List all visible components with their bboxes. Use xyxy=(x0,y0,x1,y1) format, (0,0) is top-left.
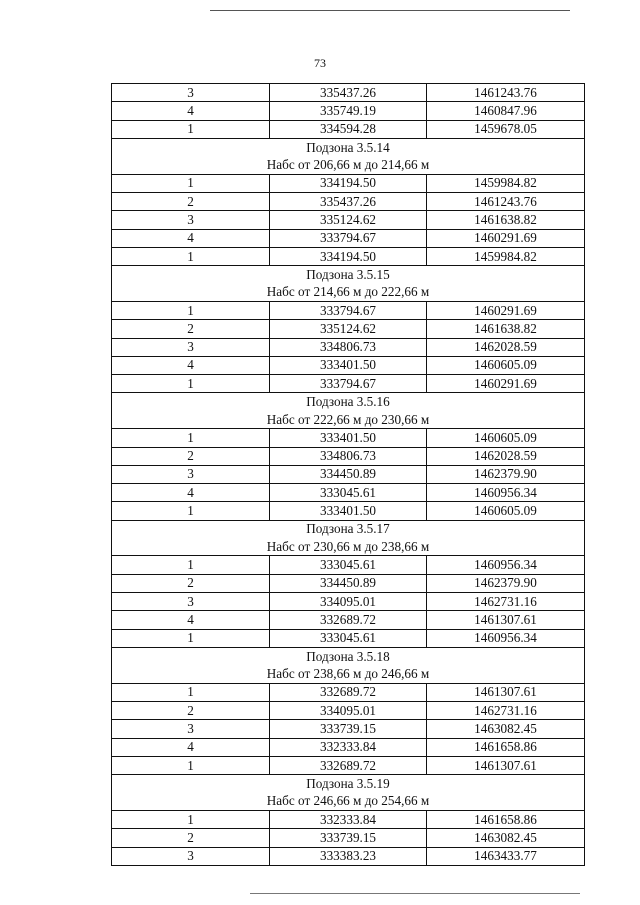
point-number-cell: 3 xyxy=(112,847,270,865)
point-number-cell: 1 xyxy=(112,683,270,701)
y-coordinate-cell: 1460605.09 xyxy=(427,502,585,520)
table-row xyxy=(112,338,585,356)
point-number-cell: 3 xyxy=(112,465,270,483)
subzone-title: Подзона 3.5.18 xyxy=(112,647,585,665)
subzone-height-range: Набс от 206,66 м до 214,66 м xyxy=(112,156,585,174)
x-coordinate-cell: 334450.89 xyxy=(270,574,427,592)
y-coordinate-cell: 1460291.69 xyxy=(427,229,585,247)
y-coordinate-cell: 1461638.82 xyxy=(427,211,585,229)
point-number-cell: 2 xyxy=(112,574,270,592)
point-number-cell: 2 xyxy=(112,447,270,465)
y-coordinate-cell: 1463433.77 xyxy=(427,847,585,865)
x-coordinate-cell: 333794.67 xyxy=(270,375,427,393)
y-coordinate-cell: 1460956.34 xyxy=(427,556,585,574)
point-number-cell: 4 xyxy=(112,356,270,374)
y-coordinate-cell: 1461658.86 xyxy=(427,811,585,829)
point-number-cell: 3 xyxy=(112,84,270,102)
point-number-cell: 4 xyxy=(112,738,270,756)
subzone-height-range-row xyxy=(112,156,585,174)
coordinates-table xyxy=(111,83,585,866)
x-coordinate-cell: 332689.72 xyxy=(270,756,427,774)
y-coordinate-cell: 1463082.45 xyxy=(427,720,585,738)
y-coordinate-cell: 1460291.69 xyxy=(427,301,585,319)
point-number-cell: 4 xyxy=(112,102,270,120)
x-coordinate-cell: 334450.89 xyxy=(270,465,427,483)
x-coordinate-cell: 334194.50 xyxy=(270,174,427,192)
subzone-height-range-row xyxy=(112,284,585,302)
table-row xyxy=(112,847,585,865)
table-row xyxy=(112,120,585,138)
table-row xyxy=(112,229,585,247)
subzone-height-range: Набс от 246,66 м до 254,66 м xyxy=(112,793,585,811)
y-coordinate-cell: 1461243.76 xyxy=(427,192,585,210)
table-row xyxy=(112,84,585,102)
table-row xyxy=(112,102,585,120)
table-row xyxy=(112,301,585,319)
y-coordinate-cell: 1461243.76 xyxy=(427,84,585,102)
point-number-cell: 1 xyxy=(112,174,270,192)
x-coordinate-cell: 335437.26 xyxy=(270,192,427,210)
y-coordinate-cell: 1462731.16 xyxy=(427,702,585,720)
table-row xyxy=(112,756,585,774)
x-coordinate-cell: 333739.15 xyxy=(270,720,427,738)
point-number-cell: 4 xyxy=(112,611,270,629)
subzone-title-row xyxy=(112,138,585,156)
table-row xyxy=(112,211,585,229)
subzone-title: Подзона 3.5.19 xyxy=(112,775,585,793)
x-coordinate-cell: 333045.61 xyxy=(270,484,427,502)
point-number-cell: 1 xyxy=(112,756,270,774)
subzone-title-row xyxy=(112,647,585,665)
x-coordinate-cell: 333401.50 xyxy=(270,429,427,447)
x-coordinate-cell: 334095.01 xyxy=(270,593,427,611)
point-number-cell: 2 xyxy=(112,829,270,847)
point-number-cell: 4 xyxy=(112,229,270,247)
table-row xyxy=(112,447,585,465)
scan-edge-line-bottom xyxy=(250,893,580,894)
subzone-title: Подзона 3.5.17 xyxy=(112,520,585,538)
point-number-cell: 1 xyxy=(112,120,270,138)
table-row xyxy=(112,429,585,447)
table-row xyxy=(112,593,585,611)
x-coordinate-cell: 334594.28 xyxy=(270,120,427,138)
table-row xyxy=(112,811,585,829)
subzone-height-range: Набс от 238,66 м до 246,66 м xyxy=(112,665,585,683)
table-row xyxy=(112,683,585,701)
x-coordinate-cell: 333383.23 xyxy=(270,847,427,865)
y-coordinate-cell: 1461307.61 xyxy=(427,683,585,701)
y-coordinate-cell: 1459678.05 xyxy=(427,120,585,138)
point-number-cell: 3 xyxy=(112,338,270,356)
y-coordinate-cell: 1461658.86 xyxy=(427,738,585,756)
x-coordinate-cell: 333401.50 xyxy=(270,502,427,520)
table-row xyxy=(112,247,585,265)
x-coordinate-cell: 335437.26 xyxy=(270,84,427,102)
subzone-height-range-row xyxy=(112,665,585,683)
y-coordinate-cell: 1462379.90 xyxy=(427,465,585,483)
point-number-cell: 4 xyxy=(112,484,270,502)
x-coordinate-cell: 332333.84 xyxy=(270,811,427,829)
x-coordinate-cell: 333401.50 xyxy=(270,356,427,374)
table-row xyxy=(112,192,585,210)
y-coordinate-cell: 1462028.59 xyxy=(427,338,585,356)
subzone-height-range: Набс от 230,66 м до 238,66 м xyxy=(112,538,585,556)
y-coordinate-cell: 1461638.82 xyxy=(427,320,585,338)
table-row xyxy=(112,738,585,756)
subzone-height-range-row xyxy=(112,538,585,556)
subzone-title-row xyxy=(112,266,585,284)
table-row xyxy=(112,320,585,338)
subzone-title-row xyxy=(112,393,585,411)
table-row xyxy=(112,629,585,647)
table-row xyxy=(112,465,585,483)
coordinates-table-body xyxy=(112,84,585,866)
subzone-title-row xyxy=(112,520,585,538)
point-number-cell: 1 xyxy=(112,247,270,265)
table-row xyxy=(112,611,585,629)
y-coordinate-cell: 1463082.45 xyxy=(427,829,585,847)
subzone-height-range: Набс от 214,66 м до 222,66 м xyxy=(112,284,585,302)
y-coordinate-cell: 1460291.69 xyxy=(427,375,585,393)
y-coordinate-cell: 1460605.09 xyxy=(427,356,585,374)
y-coordinate-cell: 1462028.59 xyxy=(427,447,585,465)
x-coordinate-cell: 334194.50 xyxy=(270,247,427,265)
subzone-height-range-row xyxy=(112,411,585,429)
table-row xyxy=(112,702,585,720)
y-coordinate-cell: 1460956.34 xyxy=(427,484,585,502)
table-row xyxy=(112,375,585,393)
y-coordinate-cell: 1460605.09 xyxy=(427,429,585,447)
table-row xyxy=(112,720,585,738)
table-row xyxy=(112,574,585,592)
subzone-title: Подзона 3.5.15 xyxy=(112,266,585,284)
scan-edge-line-top xyxy=(210,10,570,11)
y-coordinate-cell: 1461307.61 xyxy=(427,756,585,774)
y-coordinate-cell: 1462379.90 xyxy=(427,574,585,592)
table-row xyxy=(112,829,585,847)
point-number-cell: 1 xyxy=(112,502,270,520)
x-coordinate-cell: 335124.62 xyxy=(270,211,427,229)
table-row xyxy=(112,556,585,574)
point-number-cell: 1 xyxy=(112,429,270,447)
point-number-cell: 2 xyxy=(112,702,270,720)
point-number-cell: 2 xyxy=(112,192,270,210)
x-coordinate-cell: 335124.62 xyxy=(270,320,427,338)
table-row xyxy=(112,502,585,520)
subzone-title: Подзона 3.5.14 xyxy=(112,138,585,156)
table-row xyxy=(112,174,585,192)
y-coordinate-cell: 1461307.61 xyxy=(427,611,585,629)
point-number-cell: 1 xyxy=(112,556,270,574)
x-coordinate-cell: 334095.01 xyxy=(270,702,427,720)
point-number-cell: 1 xyxy=(112,301,270,319)
x-coordinate-cell: 335749.19 xyxy=(270,102,427,120)
x-coordinate-cell: 333739.15 xyxy=(270,829,427,847)
point-number-cell: 1 xyxy=(112,629,270,647)
y-coordinate-cell: 1459984.82 xyxy=(427,174,585,192)
table-row xyxy=(112,356,585,374)
x-coordinate-cell: 333045.61 xyxy=(270,556,427,574)
x-coordinate-cell: 332689.72 xyxy=(270,683,427,701)
point-number-cell: 1 xyxy=(112,375,270,393)
point-number-cell: 3 xyxy=(112,593,270,611)
subzone-title: Подзона 3.5.16 xyxy=(112,393,585,411)
point-number-cell: 2 xyxy=(112,320,270,338)
table-row xyxy=(112,484,585,502)
point-number-cell: 1 xyxy=(112,811,270,829)
x-coordinate-cell: 333794.67 xyxy=(270,229,427,247)
subzone-title-row xyxy=(112,775,585,793)
x-coordinate-cell: 334806.73 xyxy=(270,447,427,465)
point-number-cell: 3 xyxy=(112,211,270,229)
x-coordinate-cell: 333794.67 xyxy=(270,301,427,319)
point-number-cell: 3 xyxy=(112,720,270,738)
y-coordinate-cell: 1462731.16 xyxy=(427,593,585,611)
y-coordinate-cell: 1460956.34 xyxy=(427,629,585,647)
page-number: 73 xyxy=(314,56,326,70)
x-coordinate-cell: 332689.72 xyxy=(270,611,427,629)
y-coordinate-cell: 1460847.96 xyxy=(427,102,585,120)
subzone-height-range: Набс от 222,66 м до 230,66 м xyxy=(112,411,585,429)
x-coordinate-cell: 332333.84 xyxy=(270,738,427,756)
x-coordinate-cell: 333045.61 xyxy=(270,629,427,647)
x-coordinate-cell: 334806.73 xyxy=(270,338,427,356)
y-coordinate-cell: 1459984.82 xyxy=(427,247,585,265)
subzone-height-range-row xyxy=(112,793,585,811)
